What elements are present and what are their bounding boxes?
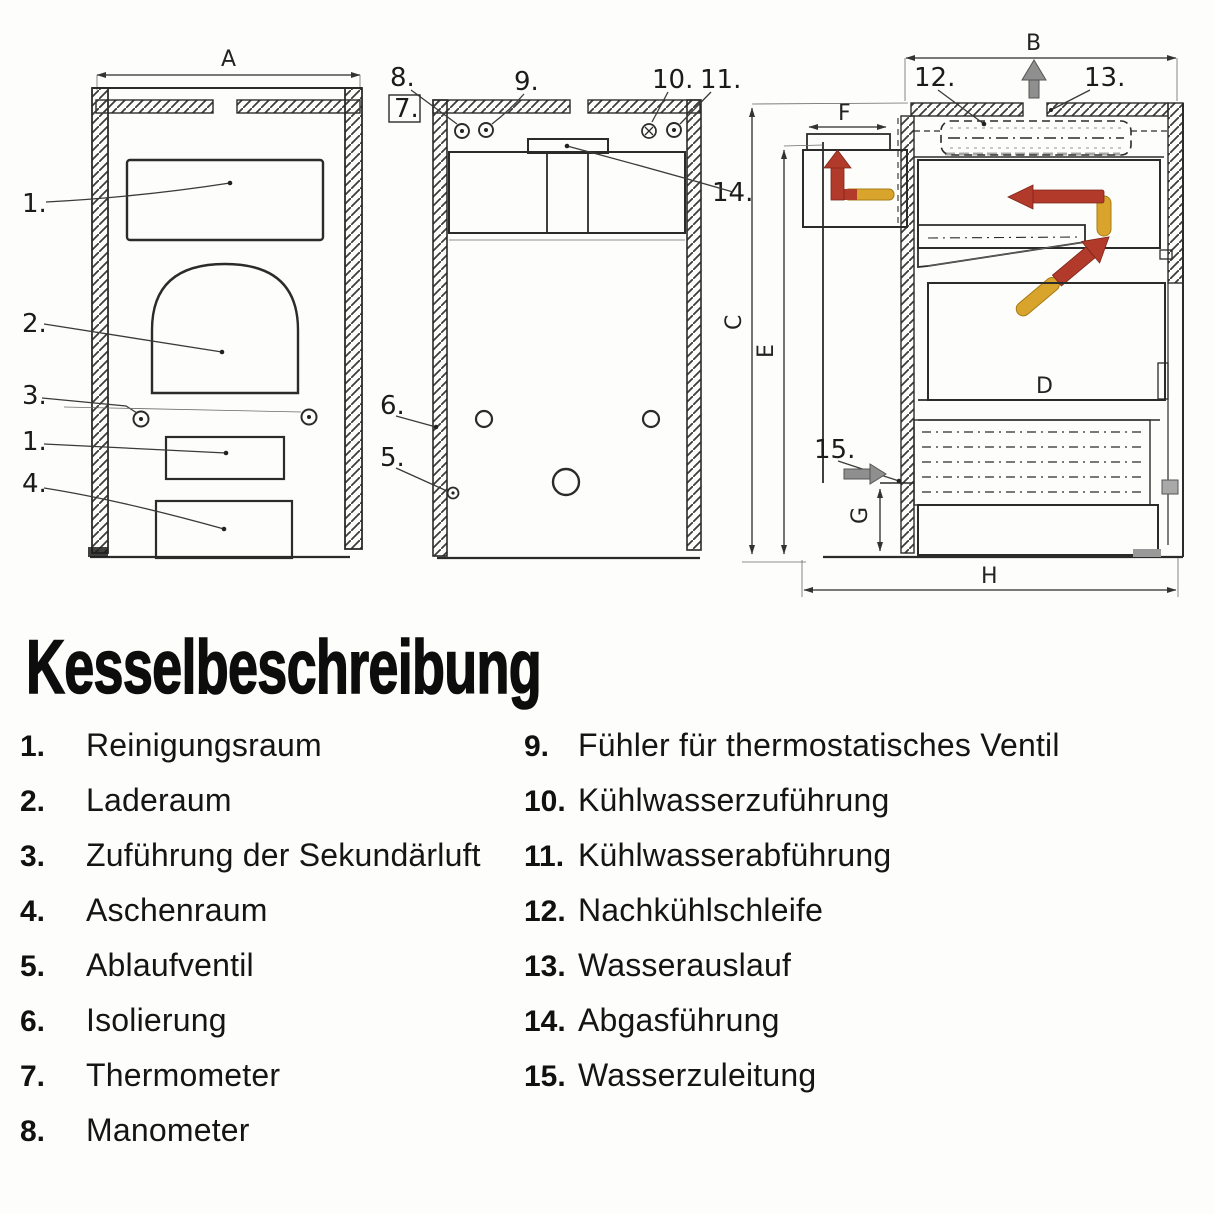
front-top-insulation-left: [96, 100, 213, 113]
dim-c-label: C: [722, 314, 747, 330]
legend-item-label: Reinigungsraum: [86, 727, 322, 763]
side-base-pad: [1133, 549, 1161, 557]
callout-13: 13.: [1084, 63, 1126, 93]
legend-item-label: Laderaum: [86, 782, 232, 818]
water-inlet-arrow: [844, 464, 886, 484]
callout-10: 10.: [652, 65, 694, 95]
cooling-water-return-port: [667, 123, 681, 137]
rear-top-insulation-left: [433, 100, 570, 113]
rear-top-insulation-right: [588, 100, 700, 113]
front-secondary-air-inlet-left: [134, 412, 149, 427]
front-view-drawing: [22, 47, 362, 558]
upper-flue-chamber: [918, 160, 1160, 248]
legend-item-2: [20, 773, 520, 828]
front-right-wall: [345, 88, 362, 549]
callout-4: 4.: [22, 469, 47, 499]
leader-3-left: [42, 398, 137, 413]
front-bottom-left-foot: [88, 547, 108, 557]
legend-item-number: 10.: [524, 785, 566, 818]
dim-d-label: D: [1036, 374, 1053, 399]
callout-6: 6.: [380, 391, 405, 421]
side-door-handle: [1158, 363, 1168, 399]
legend-item-11: [524, 828, 1184, 883]
legend-item-12: [524, 883, 1184, 938]
legend-item-label: Wasserzuleitung: [578, 1057, 817, 1093]
page-title: Kesselbeschreibung: [26, 625, 542, 710]
callout-1a: 1.: [22, 189, 47, 219]
front-cleaning-door: [127, 160, 323, 240]
callout-8: 8.: [390, 63, 415, 93]
manometer-well: [479, 123, 493, 137]
front-top-insulation-right: [237, 100, 360, 113]
front-lower-cleaning-door: [166, 437, 284, 479]
legend-item-number: 2.: [20, 785, 46, 818]
legend-item-number: 14.: [524, 1005, 566, 1038]
rear-view-drawing: [380, 63, 753, 558]
legend-item-9: [524, 718, 1184, 773]
leader-2: [44, 324, 222, 352]
legend-item-number: 9.: [524, 730, 550, 763]
legend-item-number: 6.: [20, 1005, 46, 1038]
legend-item-label: Thermometer: [86, 1057, 281, 1093]
legend-item-number: 12.: [524, 895, 566, 928]
dim-f-label: F: [838, 101, 851, 126]
dim-g-label: G: [848, 506, 873, 524]
lower-insulated-zone: [914, 420, 1150, 505]
callout-3: 3.: [22, 381, 47, 411]
legend-left-column: [20, 718, 520, 1158]
rear-upper-chamber: [449, 152, 685, 233]
legend-item-number: 13.: [524, 950, 566, 983]
legend-item-14: [524, 993, 1184, 1048]
leader-6: [396, 416, 436, 427]
dim-h-label: H: [981, 564, 998, 589]
callout-14: 14.: [712, 178, 754, 208]
ash-zone: [918, 505, 1158, 555]
legend-right-column: [524, 718, 1184, 1103]
legend-item-number: 7.: [20, 1060, 46, 1093]
callout-5: 5.: [380, 443, 405, 473]
legend-item-label: Fühler für thermostatisches Ventil: [578, 727, 1060, 763]
legend-item-10: [524, 773, 1184, 828]
combustion-flow-arrow: [1009, 226, 1118, 324]
leader-4: [44, 488, 224, 529]
callout-12: 12.: [914, 63, 956, 93]
dim-e-label: E: [754, 344, 779, 358]
leader-1a: [46, 183, 230, 202]
legend-item-5: [20, 938, 520, 993]
legend-item-7: [20, 1048, 520, 1103]
legend-item-number: 8.: [20, 1115, 46, 1148]
front-secondary-air-inlet-right: [302, 410, 317, 425]
legend-item-label: Nachkühlschleife: [578, 892, 824, 928]
callout-15: 15.: [814, 435, 856, 465]
legend-item-label: Manometer: [86, 1112, 250, 1148]
legend-item-label: Isolierung: [86, 1002, 227, 1038]
legend-item-label: Abgasführung: [578, 1002, 780, 1038]
legend-item-label: Kühlwasserzuführung: [578, 782, 890, 818]
legend-item-number: 5.: [20, 950, 46, 983]
leader-1b: [44, 444, 226, 453]
legend-item-1: [20, 718, 520, 773]
side-top-insulation-right: [1047, 103, 1168, 116]
callout-7: 7.: [394, 94, 419, 124]
legend-item-label: Aschenraum: [86, 892, 268, 928]
thermometer-well: [455, 124, 469, 138]
rear-air-holes: [476, 411, 659, 495]
rear-right-wall: [687, 100, 701, 550]
side-right-wall: [1168, 103, 1183, 283]
side-door-hinge-bottom: [1162, 480, 1178, 494]
legend-item-label: Kühlwasserabführung: [578, 837, 892, 873]
legend-item-number: 1.: [20, 730, 46, 763]
cooling-water-supply-port: [642, 124, 656, 138]
side-top-insulation-left: [911, 103, 1023, 116]
legend-item-4: [20, 883, 520, 938]
dim-b-label: B: [1026, 31, 1042, 56]
legend-item-number: 3.: [20, 840, 46, 873]
legend-item-label: Ablaufventil: [86, 947, 254, 983]
legend-item-label: Wasserauslauf: [578, 947, 792, 983]
legend-item-15: [524, 1048, 1184, 1103]
legend-item-number: 15.: [524, 1060, 566, 1093]
water-outlet-arrow: [1022, 60, 1046, 98]
side-section-drawing: [722, 31, 1183, 597]
legend-item-label: Zuführung der Sekundärluft: [86, 837, 481, 873]
front-left-wall: [92, 88, 108, 553]
drain-valve-port: [448, 488, 459, 499]
legend-item-13: [524, 938, 1184, 993]
callout-1b: 1.: [22, 427, 47, 457]
front-loading-door-arch: [152, 264, 298, 393]
callout-9: 9.: [514, 67, 539, 97]
dim-a-label: A: [221, 47, 237, 72]
outlet-connection-box: [807, 134, 890, 150]
after-cooling-loop: [914, 121, 1168, 157]
flue-exit-arrow: [824, 150, 894, 200]
callout-11: 11.: [700, 65, 742, 95]
legend-item-3: [20, 828, 520, 883]
legend-item-8: [20, 1103, 520, 1158]
legend-item-number: 4.: [20, 895, 46, 928]
flue-gas-flow-arrow: [1008, 185, 1111, 236]
legend-item-number: 11.: [524, 840, 565, 873]
legend-item-6: [20, 993, 520, 1048]
callout-2: 2.: [22, 309, 47, 339]
